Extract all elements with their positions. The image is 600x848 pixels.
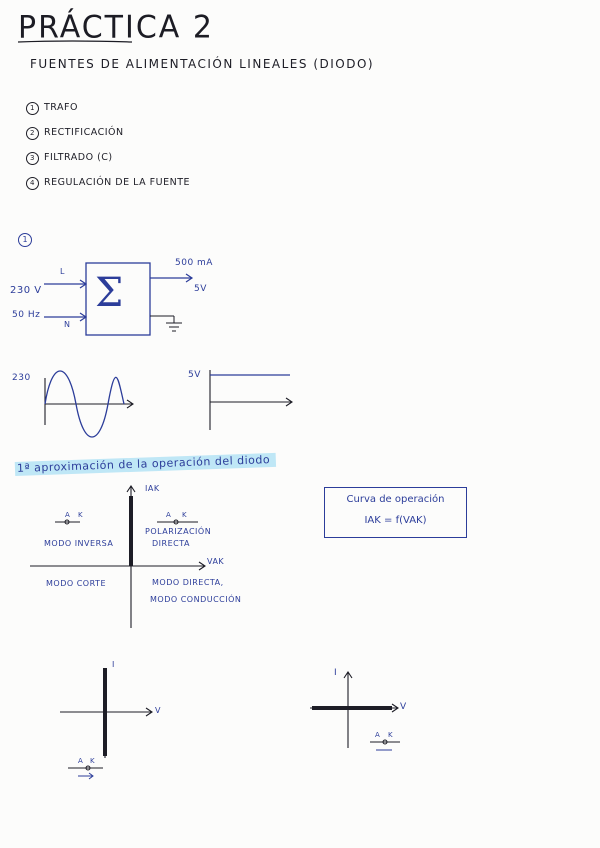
step-label: REGULACIÓN DE LA FUENTE — [44, 177, 190, 188]
step-number-icon: 2 — [26, 127, 39, 140]
output-current: 500 mA — [175, 258, 213, 268]
right-y-axis-label: I — [334, 668, 338, 678]
cathode-label: K — [182, 511, 188, 519]
step-label: TRAFO — [44, 102, 78, 113]
section-1-marker-icon: 1 — [18, 233, 32, 247]
step-number-icon: 3 — [26, 152, 39, 165]
box-formula: IAK = f(VAK) — [364, 515, 427, 526]
anode-label: A — [78, 757, 84, 765]
mode-reverse-label: MODO INVERSA — [44, 539, 114, 548]
forward-bias-label-1: POLARIZACIÓN — [145, 527, 212, 536]
mode-cutoff-label: MODO CORTE — [46, 579, 106, 588]
sigma-symbol: Σ — [95, 270, 124, 316]
line-label: L — [60, 267, 65, 276]
y-axis-label: IAK — [145, 484, 160, 493]
mode-direct-label-1: MODO DIRECTA, — [152, 578, 224, 587]
output-voltage: 5V — [194, 284, 207, 294]
step-number-icon: 1 — [26, 102, 39, 115]
forward-bias-label-2: DIRECTA — [152, 539, 190, 548]
step-label: FILTRADO (C) — [44, 152, 113, 163]
anode-label: A — [65, 511, 71, 519]
x-axis-label: VAK — [207, 557, 225, 566]
graph-left-label: 230 — [12, 373, 31, 383]
right-x-axis-label: V — [400, 702, 407, 712]
neutral-label: N — [64, 320, 71, 329]
page-title: PRÁCTICA 2 — [18, 9, 214, 46]
cathode-label: K — [90, 757, 96, 765]
mode-conduction-label: MODO CONDUCCIÓN — [150, 595, 242, 604]
page-subtitle: FUENTES DE ALIMENTACIÓN LINEALES (DIODO) — [30, 57, 375, 71]
step-label: RECTIFICACIÓN — [44, 127, 124, 138]
cathode-label: K — [78, 511, 84, 519]
cathode-label: K — [388, 731, 394, 739]
step-number-icon: 4 — [26, 177, 39, 190]
input-frequency: 50 Hz — [12, 310, 41, 320]
left-x-axis-label: V — [155, 706, 161, 715]
anode-label: A — [166, 511, 172, 519]
diode-section-heading: 1ª aproximación de la operación del diodo — [15, 453, 277, 476]
graph-right-label: 5V — [188, 370, 201, 380]
left-y-axis-label: I — [112, 660, 115, 669]
anode-label: A — [375, 731, 381, 739]
box-title: Curva de operación — [346, 494, 445, 505]
input-voltage: 230 V — [10, 285, 42, 296]
